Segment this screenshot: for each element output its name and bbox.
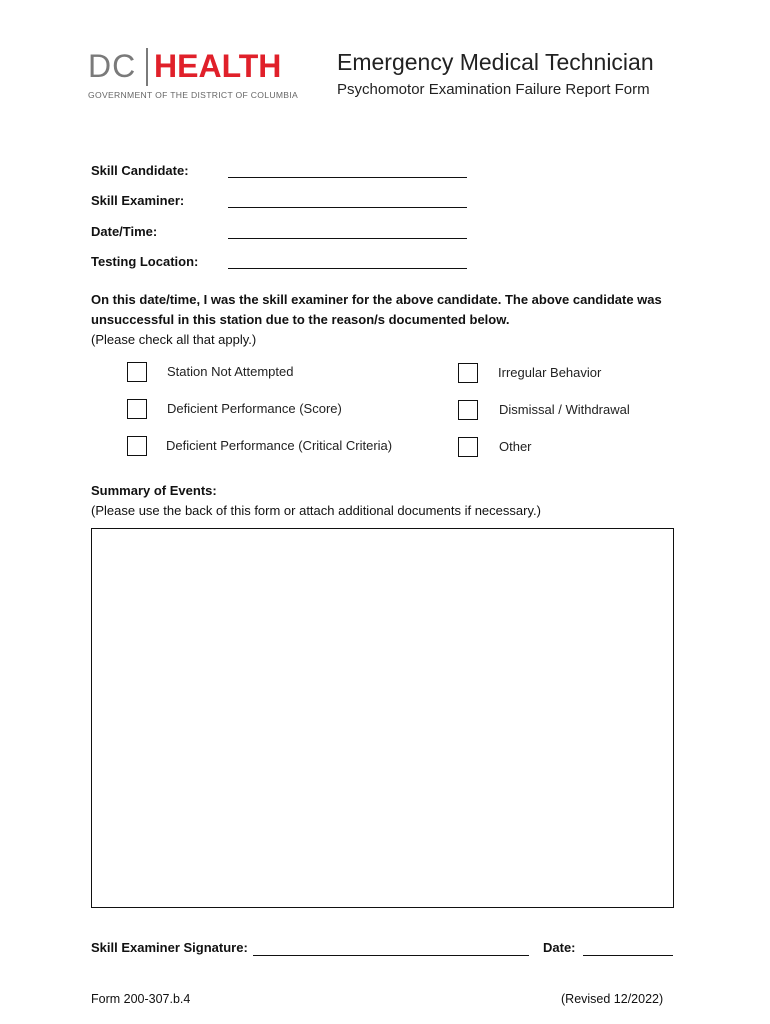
field-label: Skill Candidate: (91, 163, 189, 178)
field-testing-location (91, 254, 471, 272)
summary-note: (Please use the back of this form or attach additional documents if necessary.) (91, 503, 541, 518)
logo-health-text: HEALTH (154, 48, 282, 84)
checkbox-label: Station Not Attempted (167, 364, 294, 379)
field-label: Testing Location: (91, 254, 199, 269)
form-title: Emergency Medical Technician (337, 49, 654, 75)
checkbox-label: Irregular Behavior (498, 365, 602, 380)
signature-label: Skill Examiner Signature: (91, 940, 248, 955)
checkbox-label: Deficient Performance (Critical Criteria) (166, 438, 393, 453)
logo-dc-text: DC (88, 48, 137, 84)
testing-location-input[interactable] (228, 268, 467, 269)
field-label: Date/Time: (91, 224, 158, 239)
signature-input[interactable] (253, 955, 529, 956)
dc-health-logo (88, 46, 304, 102)
statement-note: (Please check all that apply.) (91, 332, 257, 347)
date-time-input[interactable] (228, 238, 467, 239)
form-number: Form 200-307.b.4 (91, 992, 191, 1006)
skill-examiner-input[interactable] (228, 207, 467, 208)
field-date-time (91, 224, 471, 242)
field-skill-candidate (91, 163, 471, 181)
checkbox-label: Deficient Performance (Score) (167, 401, 342, 416)
skill-candidate-input[interactable] (228, 177, 467, 178)
signature-row (91, 940, 681, 960)
summary-of-events-textarea[interactable] (91, 528, 674, 908)
deficient-performance-critical-checkbox[interactable] (127, 436, 147, 456)
checkbox-label: Other (499, 439, 532, 454)
statement-text: On this date/time, I was the skill examiner for the above candidate. The above candidate was unsuccessful in this station due to the reason/s documented below. (91, 292, 662, 327)
field-label: Skill Examiner: (91, 193, 185, 208)
signature-date-label: Date: (543, 940, 576, 955)
dismissal-withdrawal-checkbox[interactable] (458, 400, 478, 420)
other-checkbox[interactable] (458, 437, 478, 457)
irregular-behavior-checkbox[interactable] (458, 363, 478, 383)
signature-date-input[interactable] (583, 955, 673, 956)
form-subtitle: Psychomotor Examination Failure Report Form (337, 81, 650, 98)
field-skill-examiner (91, 193, 471, 211)
summary-title: Summary of Events: (91, 483, 217, 498)
revision-date: (Revised 12/2022) (561, 992, 664, 1006)
logo-tagline: GOVERNMENT OF THE DISTRICT OF COLUMBIA (88, 90, 299, 100)
logo-divider (146, 48, 148, 86)
deficient-performance-score-checkbox[interactable] (127, 399, 147, 419)
station-not-attempted-checkbox[interactable] (127, 362, 147, 382)
checkbox-label: Dismissal / Withdrawal (499, 402, 630, 417)
